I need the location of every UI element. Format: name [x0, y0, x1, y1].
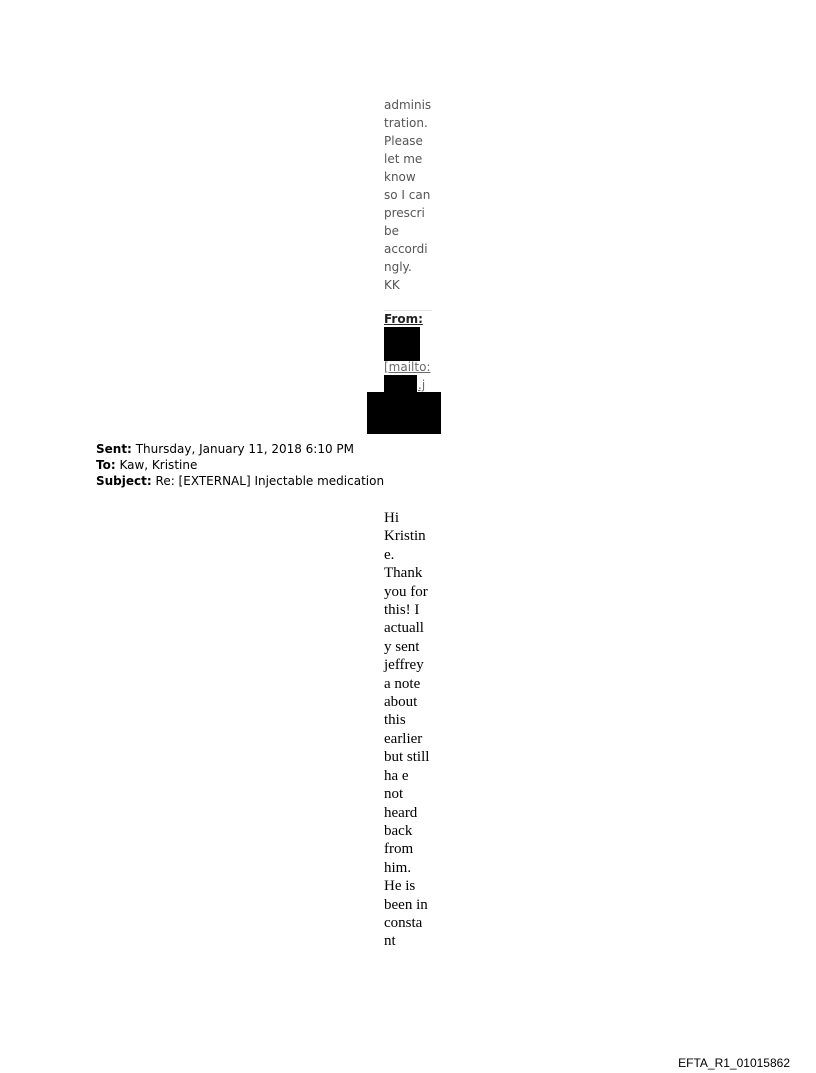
- email-header: [96, 441, 384, 489]
- quoted-line: KK: [384, 278, 400, 292]
- quoted-line: know: [384, 170, 416, 184]
- body-line: you for: [384, 583, 428, 600]
- message-body: [384, 509, 448, 951]
- body-line: been in: [384, 896, 428, 913]
- body-line: actuall: [384, 620, 424, 637]
- redaction-box: [384, 327, 420, 361]
- body-line: this: [384, 712, 406, 729]
- sent-label: Sent:: [96, 442, 132, 456]
- body-line: heard: [384, 804, 418, 821]
- subject-row: [96, 473, 384, 489]
- body-line: Kristin: [384, 528, 426, 545]
- mailto-link-tail[interactable]: .j: [418, 378, 426, 392]
- body-line: about: [384, 694, 418, 711]
- body-line: from: [384, 841, 414, 858]
- quoted-line: tration.: [384, 116, 428, 130]
- quoted-line: accordi: [384, 242, 428, 256]
- quoted-line: be: [384, 224, 399, 238]
- redaction-box: [384, 375, 417, 393]
- quoted-line: let me: [384, 152, 423, 166]
- body-line: nt: [384, 933, 396, 950]
- body-line: He is: [384, 878, 416, 895]
- body-line: Thank: [384, 565, 423, 582]
- quoted-reply-text: [384, 96, 448, 294]
- body-line: him.: [384, 859, 412, 876]
- quoted-line: adminis: [384, 98, 432, 112]
- body-line: earlier: [384, 730, 423, 747]
- sent-value: Thursday, January 11, 2018 6:10 PM: [135, 442, 355, 456]
- body-line: jeffrey: [384, 657, 424, 674]
- body-line: back: [384, 822, 413, 839]
- from-label: From:: [384, 312, 423, 326]
- quoted-line: Please: [384, 134, 423, 148]
- body-line: but still: [384, 749, 430, 766]
- quoted-line: prescri: [384, 206, 425, 220]
- sent-row: [96, 441, 384, 457]
- mailto-link[interactable]: [mailto:: [384, 360, 431, 374]
- body-line: consta: [384, 914, 423, 931]
- body-line: not: [384, 786, 404, 803]
- body-line: y sent: [384, 638, 420, 655]
- body-line: ha e: [384, 767, 409, 784]
- to-label: To:: [96, 458, 116, 472]
- to-value: Kaw, Kristine: [119, 458, 198, 472]
- body-line: this! I: [384, 602, 420, 619]
- bates-number: EFTA_R1_01015862: [678, 1056, 790, 1070]
- body-line: a note: [384, 675, 421, 692]
- redaction-box: [367, 392, 441, 434]
- body-line: Hi: [384, 510, 399, 526]
- body-line: e.: [384, 546, 395, 563]
- subject-value: Re: [EXTERNAL] Injectable medication: [155, 474, 385, 488]
- quote-divider: [384, 310, 432, 311]
- to-row: [96, 457, 384, 473]
- quoted-line: ngly.: [384, 260, 412, 274]
- quoted-line: so I can: [384, 188, 431, 202]
- subject-label: Subject:: [96, 474, 152, 488]
